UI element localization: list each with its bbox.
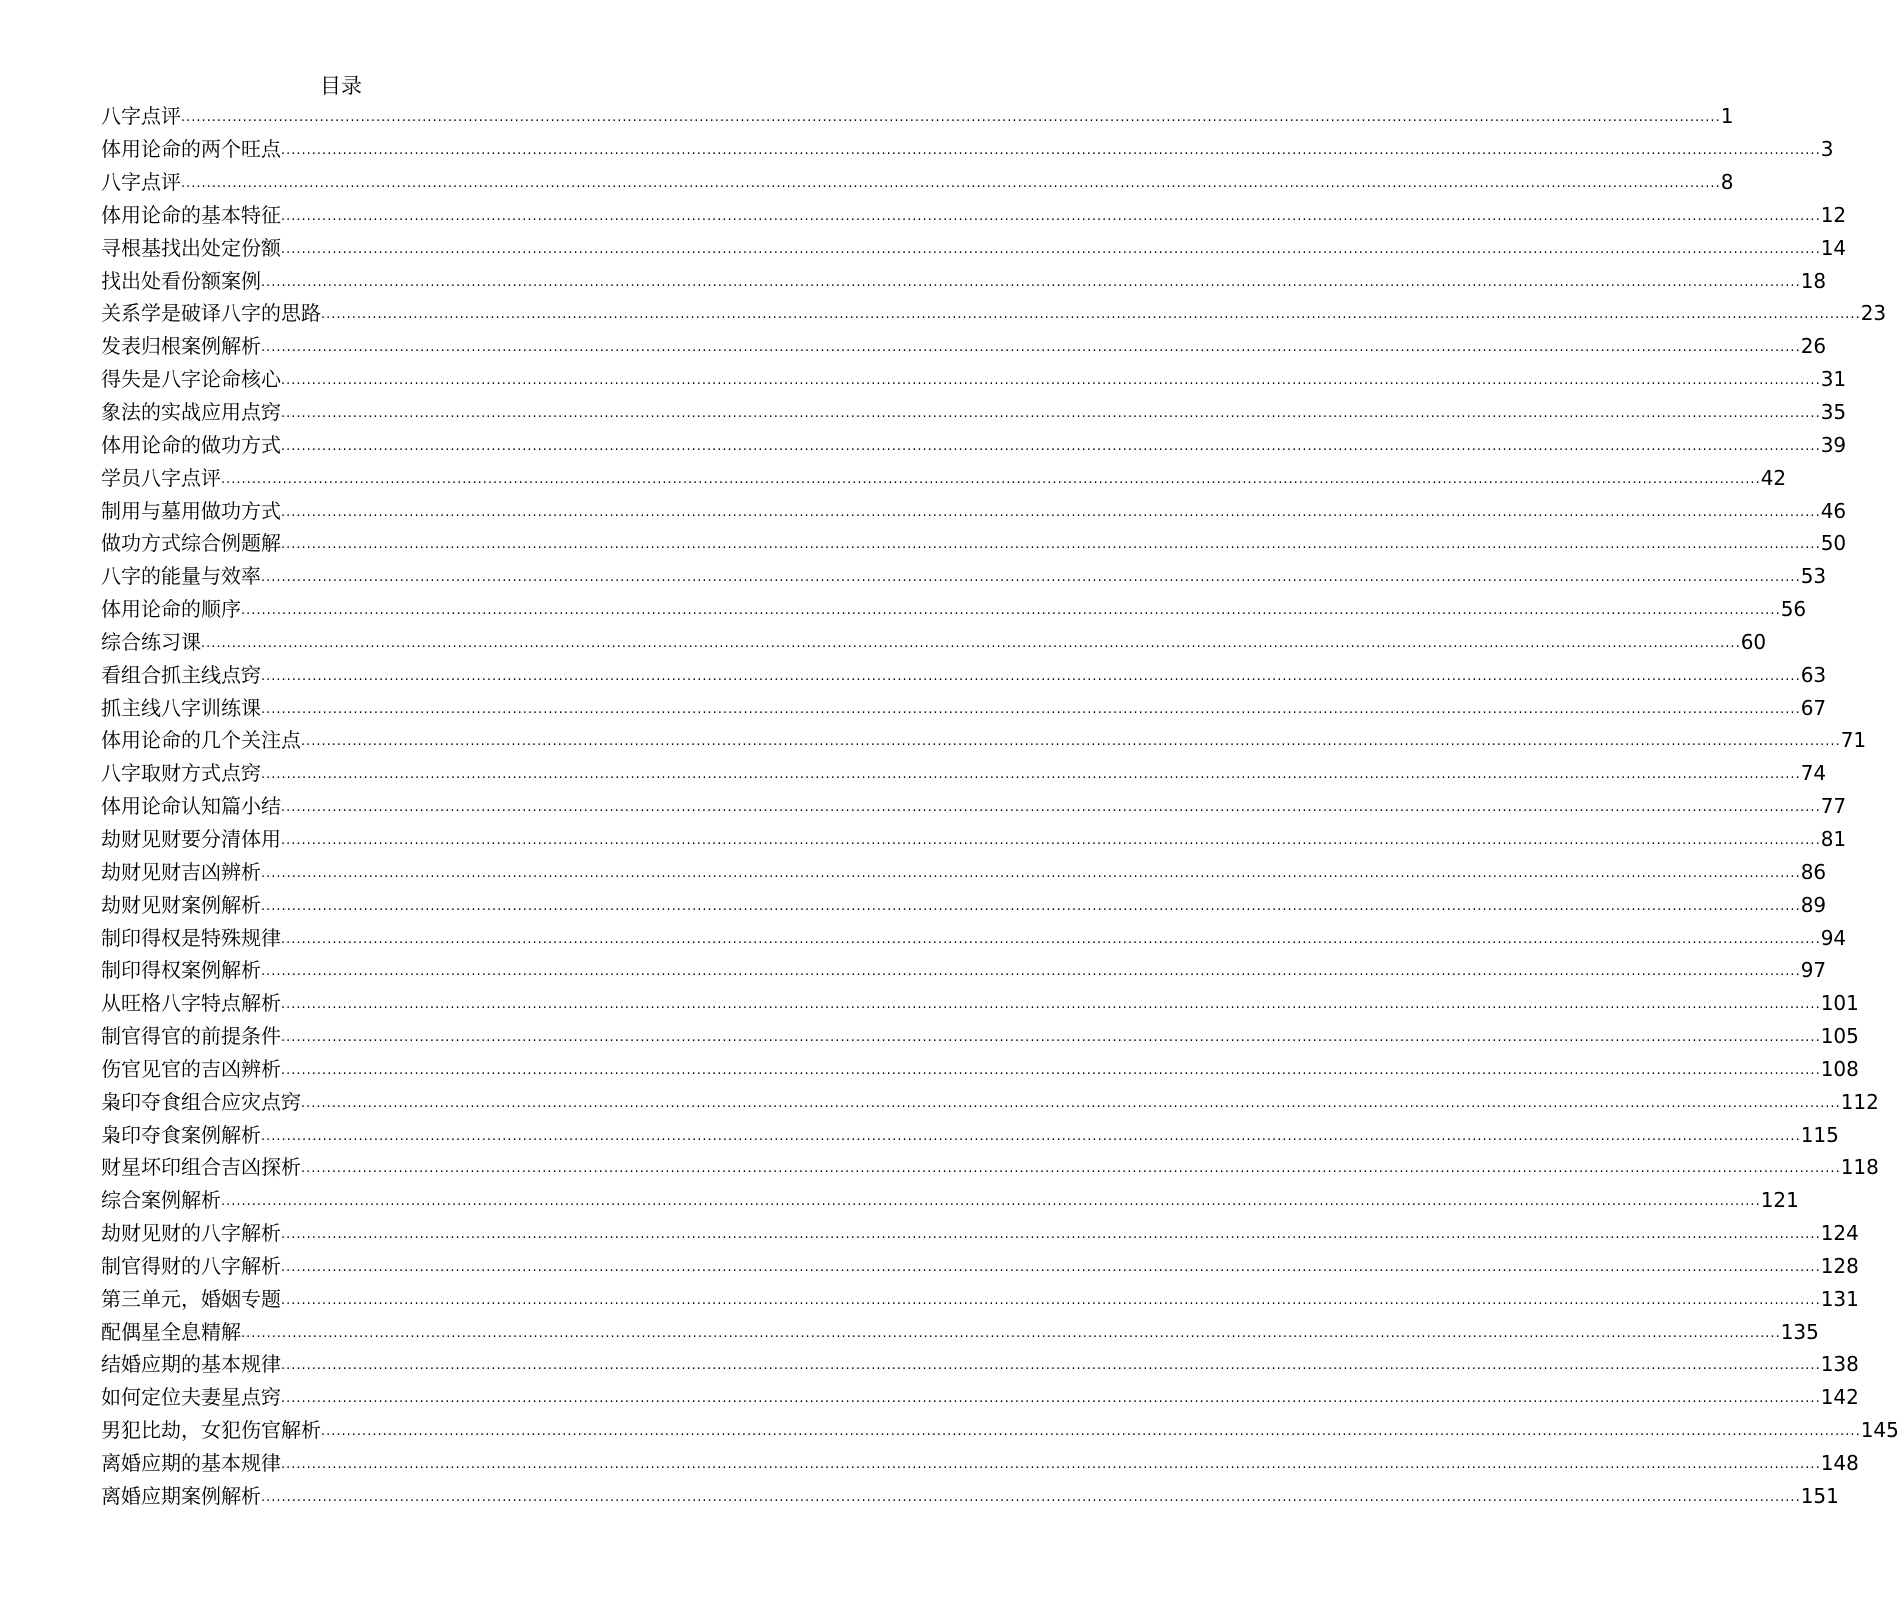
toc-entry: [101, 987, 1859, 1020]
toc-entry: [101, 1151, 1879, 1184]
toc-entry-page: 23: [1860, 301, 1887, 326]
toc-entry-title: 寻根基找出处定份额: [101, 235, 281, 260]
toc-entry-page: 124: [1820, 1221, 1859, 1246]
toc-entry: [101, 1118, 1839, 1151]
toc-entry: [101, 1282, 1859, 1315]
toc-dot-leader: ............................................................................................................................................................................................................................................................................................................: [261, 865, 1801, 881]
toc-entry-page: 46: [1820, 498, 1847, 523]
toc-entry-title: 男犯比劫，女犯伤官解析: [101, 1418, 321, 1443]
toc-dot-leader: ............................................................................................................................................................................................................................................................................................................: [261, 274, 1801, 290]
toc-entry: [101, 231, 1847, 264]
toc-entry-page: 131: [1820, 1286, 1859, 1311]
toc-dot-leader: ............................................................................................................................................................................................................................................................................................................: [281, 208, 1821, 224]
toc-entry: [101, 1315, 1819, 1348]
toc-entry-page: 42: [1760, 465, 1787, 490]
toc-entry: [101, 363, 1847, 396]
toc-entry-page: 8: [1720, 170, 1734, 195]
toc-dot-leader: ............................................................................................................................................................................................................................................................................................................: [281, 1358, 1821, 1374]
toc-entry-page: 86: [1800, 859, 1827, 884]
toc-entry-title: 制官得官的前提条件: [101, 1024, 281, 1049]
toc-entry-page: 31: [1820, 367, 1847, 392]
toc-dot-leader: ............................................................................................................................................................................................................................................................................................................: [281, 832, 1821, 848]
toc-entry-page: 63: [1800, 662, 1827, 687]
toc-entry-page: 14: [1820, 235, 1847, 260]
toc-entry: [101, 1250, 1859, 1283]
toc-entry: [101, 264, 1827, 297]
toc-entry-page: 145: [1860, 1418, 1899, 1443]
toc-entry: [101, 757, 1827, 790]
toc-entry: [101, 166, 1734, 199]
toc-dot-leader: ............................................................................................................................................................................................................................................................................................................: [281, 1457, 1821, 1473]
toc-dot-leader: ............................................................................................................................................................................................................................................................................................................: [201, 635, 1741, 651]
toc-entry-title: 八字的能量与效率: [101, 564, 261, 589]
toc-dot-leader: ............................................................................................................................................................................................................................................................................................................: [281, 931, 1821, 947]
toc-entry-title: 综合案例解析: [101, 1188, 221, 1213]
toc-entry-page: 39: [1820, 432, 1847, 457]
toc-entry: [101, 1381, 1859, 1414]
toc-entry-title: 象法的实战应用点窍: [101, 400, 281, 425]
toc-entry: [101, 1447, 1859, 1480]
toc-entry-page: 56: [1780, 597, 1807, 622]
toc-entry: [101, 494, 1847, 527]
toc-dot-leader: ............................................................................................................................................................................................................................................................................................................: [281, 1259, 1821, 1275]
toc-entry: [101, 396, 1847, 429]
toc-entry-title: 抓主线八字训练课: [101, 695, 261, 720]
toc-entry: [101, 593, 1807, 626]
toc-entry-title: 做功方式综合例题解: [101, 531, 281, 556]
toc-entry: [101, 855, 1827, 888]
toc-entry: [101, 954, 1827, 987]
toc-dot-leader: ............................................................................................................................................................................................................................................................................................................: [261, 767, 1801, 783]
toc-entry-page: 67: [1800, 695, 1827, 720]
toc-entry-title: 看组合抓主线点窍: [101, 662, 261, 687]
toc-entry-title: 八字取财方式点窍: [101, 761, 261, 786]
toc-entry: [101, 560, 1827, 593]
toc-dot-leader: ............................................................................................................................................................................................................................................................................................................: [281, 438, 1821, 454]
toc-entry: [101, 199, 1847, 232]
toc-dot-leader: ............................................................................................................................................................................................................................................................................................................: [281, 800, 1821, 816]
toc-entry-page: 135: [1780, 1319, 1819, 1344]
toc-entry-title: 第三单元，婚姻专题: [101, 1286, 281, 1311]
toc-entry-page: 105: [1820, 1024, 1859, 1049]
toc-entry-page: 3: [1820, 137, 1834, 162]
toc-entry-page: 97: [1800, 958, 1827, 983]
toc-entry-title: 体用论命的基本特征: [101, 202, 281, 227]
toc-entry: [101, 1348, 1859, 1381]
toc-entry-title: 劫财见财的八字解析: [101, 1221, 281, 1246]
toc-entry-title: 八字点评: [101, 170, 181, 195]
toc-entry-page: 148: [1820, 1451, 1859, 1476]
toc-entry-title: 从旺格八字特点解析: [101, 991, 281, 1016]
toc-entry-page: 81: [1820, 826, 1847, 851]
toc-entry: [101, 823, 1847, 856]
toc-dot-leader: ............................................................................................................................................................................................................................................................................................................: [221, 471, 1761, 487]
toc-list: [101, 100, 1899, 1512]
toc-dot-leader: ............................................................................................................................................................................................................................................................................................................: [261, 570, 1801, 586]
toc-entry: [101, 330, 1827, 363]
toc-entry-title: 离婚应期案例解析: [101, 1483, 261, 1508]
toc-entry: [101, 691, 1827, 724]
toc-dot-leader: ............................................................................................................................................................................................................................................................................................................: [321, 307, 1861, 323]
toc-entry-page: 112: [1840, 1089, 1879, 1114]
toc-entry-page: 18: [1800, 268, 1827, 293]
toc-entry-title: 枭印夺食案例解析: [101, 1122, 261, 1147]
toc-entry-title: 得失是八字论命核心: [101, 367, 281, 392]
toc-entry-title: 劫财见财吉凶辨析: [101, 859, 261, 884]
toc-dot-leader: ............................................................................................................................................................................................................................................................................................................: [261, 1128, 1801, 1144]
toc-entry: [101, 724, 1867, 757]
toc-dot-leader: ............................................................................................................................................................................................................................................................................................................: [281, 241, 1821, 257]
toc-dot-leader: ............................................................................................................................................................................................................................................................................................................: [261, 701, 1801, 717]
toc-dot-leader: ............................................................................................................................................................................................................................................................................................................: [281, 997, 1821, 1013]
toc-dot-leader: ............................................................................................................................................................................................................................................................................................................: [221, 1194, 1761, 1210]
toc-entry-title: 发表归根案例解析: [101, 334, 261, 359]
toc-entry-page: 12: [1820, 202, 1847, 227]
toc-entry-page: 77: [1820, 794, 1847, 819]
toc-entry-page: 1: [1720, 104, 1734, 129]
toc-entry-page: 151: [1800, 1483, 1839, 1508]
toc-dot-leader: ............................................................................................................................................................................................................................................................................................................: [281, 1391, 1821, 1407]
toc-entry: [101, 1020, 1859, 1053]
toc-dot-leader: ............................................................................................................................................................................................................................................................................................................: [301, 1095, 1841, 1111]
toc-entry: [101, 461, 1787, 494]
toc-entry-title: 八字点评: [101, 104, 181, 129]
toc-entry-title: 劫财见财要分清体用: [101, 826, 281, 851]
toc-entry: [101, 1414, 1899, 1447]
toc-entry: [101, 1085, 1879, 1118]
toc-entry-title: 体用论命认知篇小结: [101, 794, 281, 819]
toc-entry-title: 体用论命的几个关注点: [101, 728, 301, 753]
toc-entry-page: 128: [1820, 1253, 1859, 1278]
toc-dot-leader: ............................................................................................................................................................................................................................................................................................................: [281, 1292, 1821, 1308]
toc-entry-title: 离婚应期的基本规律: [101, 1451, 281, 1476]
toc-dot-leader: ............................................................................................................................................................................................................................................................................................................: [261, 964, 1801, 980]
toc-entry-page: 35: [1820, 400, 1847, 425]
toc-entry-page: 118: [1840, 1155, 1879, 1180]
toc-dot-leader: ............................................................................................................................................................................................................................................................................................................: [281, 537, 1821, 553]
toc-entry: [101, 921, 1847, 954]
toc-entry-title: 财星坏印组合吉凶探析: [101, 1155, 301, 1180]
toc-entry-page: 115: [1800, 1122, 1839, 1147]
toc-entry-page: 71: [1840, 728, 1867, 753]
toc-entry-page: 142: [1820, 1385, 1859, 1410]
toc-entry: [101, 1184, 1799, 1217]
toc-entry-title: 体用论命的做功方式: [101, 432, 281, 457]
toc-entry-title: 体用论命的顺序: [101, 597, 241, 622]
toc-entry: [101, 658, 1827, 691]
toc-dot-leader: ............................................................................................................................................................................................................................................................................................................: [261, 898, 1801, 914]
toc-dot-leader: ............................................................................................................................................................................................................................................................................................................: [241, 1325, 1781, 1341]
toc-entry-title: 制用与墓用做功方式: [101, 498, 281, 523]
toc-entry-page: 138: [1820, 1352, 1859, 1377]
toc-dot-leader: ............................................................................................................................................................................................................................................................................................................: [281, 406, 1821, 422]
toc-entry-title: 关系学是破译八字的思路: [101, 301, 321, 326]
toc-entry-page: 101: [1820, 991, 1859, 1016]
toc-entry: [101, 527, 1847, 560]
toc-entry-page: 53: [1800, 564, 1827, 589]
toc-entry-title: 体用论命的两个旺点: [101, 137, 281, 162]
toc-entry-title: 劫财见财案例解析: [101, 892, 261, 917]
toc-entry: [101, 790, 1847, 823]
toc-entry-title: 综合练习课: [101, 629, 201, 654]
toc-entry: [101, 1052, 1859, 1085]
toc-dot-leader: ............................................................................................................................................................................................................................................................................................................: [301, 734, 1841, 750]
toc-entry-title: 如何定位夫妻星点窍: [101, 1385, 281, 1410]
toc-entry-title: 找出处看份额案例: [101, 268, 261, 293]
toc-entry: [101, 1217, 1859, 1250]
toc-entry-page: 89: [1800, 892, 1827, 917]
toc-entry-title: 制印得权是特殊规律: [101, 925, 281, 950]
toc-dot-leader: ............................................................................................................................................................................................................................................................................................................: [261, 668, 1801, 684]
toc-entry: [101, 1479, 1839, 1512]
toc-entry-title: 制印得权案例解析: [101, 958, 261, 983]
toc-dot-leader: ............................................................................................................................................................................................................................................................................................................: [281, 1030, 1821, 1046]
toc-entry-page: 60: [1740, 629, 1767, 654]
toc-entry: [101, 428, 1847, 461]
toc-title: 目录: [320, 74, 362, 98]
toc-dot-leader: ............................................................................................................................................................................................................................................................................................................: [261, 340, 1801, 356]
toc-entry: [101, 888, 1827, 921]
toc-entry-page: 74: [1800, 761, 1827, 786]
toc-dot-leader: ............................................................................................................................................................................................................................................................................................................: [281, 504, 1821, 520]
toc-entry-title: 结婚应期的基本规律: [101, 1352, 281, 1377]
toc-dot-leader: ............................................................................................................................................................................................................................................................................................................: [321, 1424, 1861, 1440]
toc-dot-leader: ............................................................................................................................................................................................................................................................................................................: [261, 1489, 1801, 1505]
toc-entry: [101, 133, 1834, 166]
toc-dot-leader: ............................................................................................................................................................................................................................................................................................................: [181, 176, 1721, 192]
toc-entry: [101, 100, 1734, 133]
toc-entry-title: 配偶星全息精解: [101, 1319, 241, 1344]
toc-dot-leader: ............................................................................................................................................................................................................................................................................................................: [281, 1062, 1821, 1078]
toc-entry-title: 枭印夺食组合应灾点窍: [101, 1089, 301, 1114]
toc-dot-leader: ............................................................................................................................................................................................................................................................................................................: [281, 373, 1821, 389]
toc-entry-page: 121: [1760, 1188, 1799, 1213]
toc-entry-page: 94: [1820, 925, 1847, 950]
toc-entry-page: 26: [1800, 334, 1827, 359]
toc-dot-leader: ............................................................................................................................................................................................................................................................................................................: [281, 1227, 1821, 1243]
toc-dot-leader: ............................................................................................................................................................................................................................................................................................................: [241, 603, 1781, 619]
toc-dot-leader: ............................................................................................................................................................................................................................................................................................................: [301, 1161, 1841, 1177]
toc-dot-leader: ............................................................................................................................................................................................................................................................................................................: [181, 110, 1721, 126]
toc-dot-leader: ............................................................................................................................................................................................................................................................................................................: [281, 143, 1821, 159]
toc-entry-title: 制官得财的八字解析: [101, 1253, 281, 1278]
toc-entry: [101, 297, 1887, 330]
toc-entry-page: 108: [1820, 1056, 1859, 1081]
toc-entry-title: 伤官见官的吉凶辨析: [101, 1056, 281, 1081]
toc-entry: [101, 626, 1767, 659]
toc-entry-page: 50: [1820, 531, 1847, 556]
toc-entry-title: 学员八字点评: [101, 465, 221, 490]
